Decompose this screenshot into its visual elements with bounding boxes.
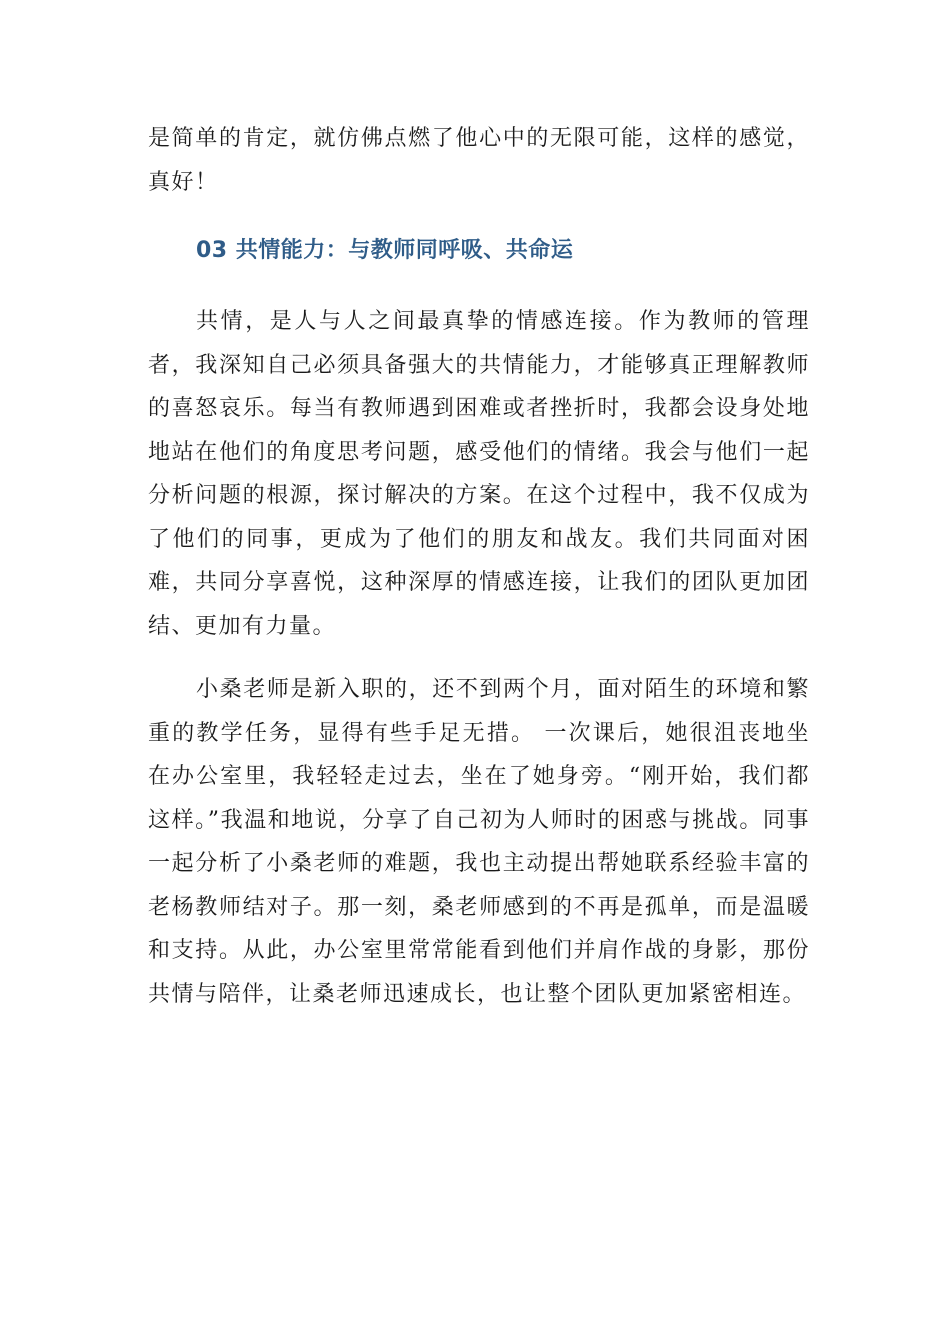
continuation-paragraph: 是简单的肯定，就仿佛点燃了他心中的无限可能，这样的感觉，真好！ xyxy=(148,126,810,195)
body-paragraph-empathy: 共情，是人与人之间最真挚的情感连接。作为教师的管理者，我深知自己必须具备强大的共情能力，才能够真正理解教师的喜怒哀乐。每当有教师遇到困难或者挫折时，我都会设身处地地站在他们的角度思考问题，感受他们的情绪。我会与他们一起分析问题的根源，探讨解决的方案。在这个过程中，我不仅成为了他们的同事，更成为了他们的朋友和战友。我们共同面对困难，共同分享喜悦，这种深厚的情感连接，让我们的团队更加团结、更加有力量。 xyxy=(148,309,810,639)
section-heading: 03 共情能力：与教师同呼吸、共命运 xyxy=(196,238,574,263)
body-paragraph-story: 小桑老师是新入职的，还不到两个月，面对陌生的环境和繁重的教学任务，显得有些手足无措。 一次课后，她很沮丧地坐在办公室里，我轻轻走过去，坐在了她身旁。“刚开始，我们都这样。”我温和地说，分享了自己初为人师时的困惑与挑战。同事一起分析了小桑老师的难题，我也主动提出帮她联系经验丰富的老杨教师结对子。那一刻，桑老师感到的不再是孤单，而是温暖和支持。从此，办公室里常常能看到他们并肩作战的身影，那份共情与陪伴，让桑老师迅速成长，也让整个团队更加紧密相连。 xyxy=(148,677,810,1007)
